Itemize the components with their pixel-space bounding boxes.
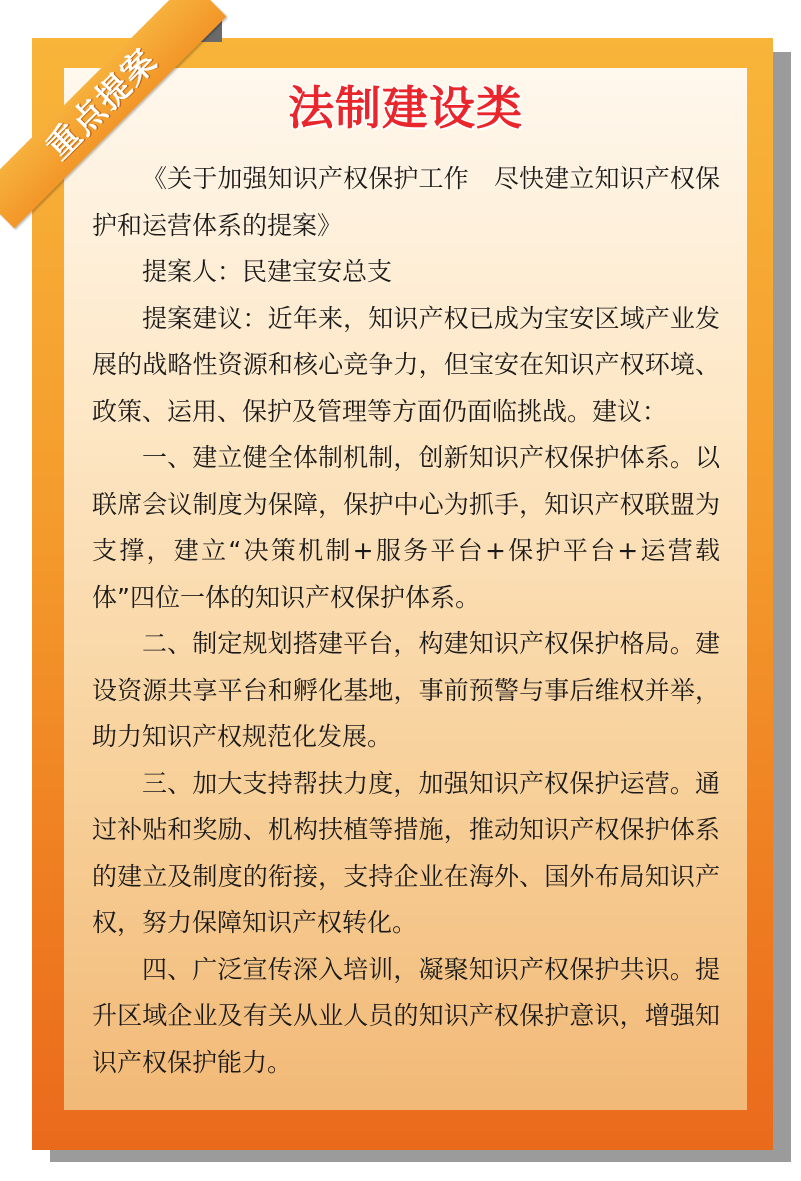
ribbon-label: 重点提案 [38,40,165,167]
proposal-body [92,156,720,1086]
page-title: 法制建设类 [288,81,523,135]
proposal-title: 《关于加强知识产权保护工作 尽快建立知识产权保护和运营体系的提案》 [92,164,720,240]
suggestion-2: 二、制定规划搭建平台，构建知识产权保护格局。建设资源共享平台和孵化基地，事前预警与事后维权并举，助力知识产权规范化发展。 [92,629,720,751]
suggestion-4: 四、广泛宣传深入培训，凝聚知识产权保护共识。提升区域企业及有关从业人员的知识产权保护意识，增强知识产权保护能力。 [92,954,720,1077]
suggestion-3: 三、加大支持帮扶力度，加强知识产权保护运营。通过补贴和奖励、机构扶植等措施，推动知识产权保护体系的建立及制度的衔接，支持企业在海外、国外布局知识产权，努力保障知识产权转化。 [92,768,720,937]
proposer-line: 提案人：民建宝安总支 [142,257,393,286]
suggestion-1: 一、建立健全体制机制，创新知识产权保护体系。以联席会议制度为保障，保护中心为抓手，知识产权联盟为支撑，建立“决策机制+服务平台+保护平台+运营载体”四位一体的知识产权保护体系。 [92,443,720,612]
proposal-intro: 提案建议：近年来，知识产权已成为宝安区域产业发展的战略性资源和核心竞争力，但宝安在知识产权环境、政策、运用、保护及管理等方面仍面临挑战。建议： [92,303,720,426]
